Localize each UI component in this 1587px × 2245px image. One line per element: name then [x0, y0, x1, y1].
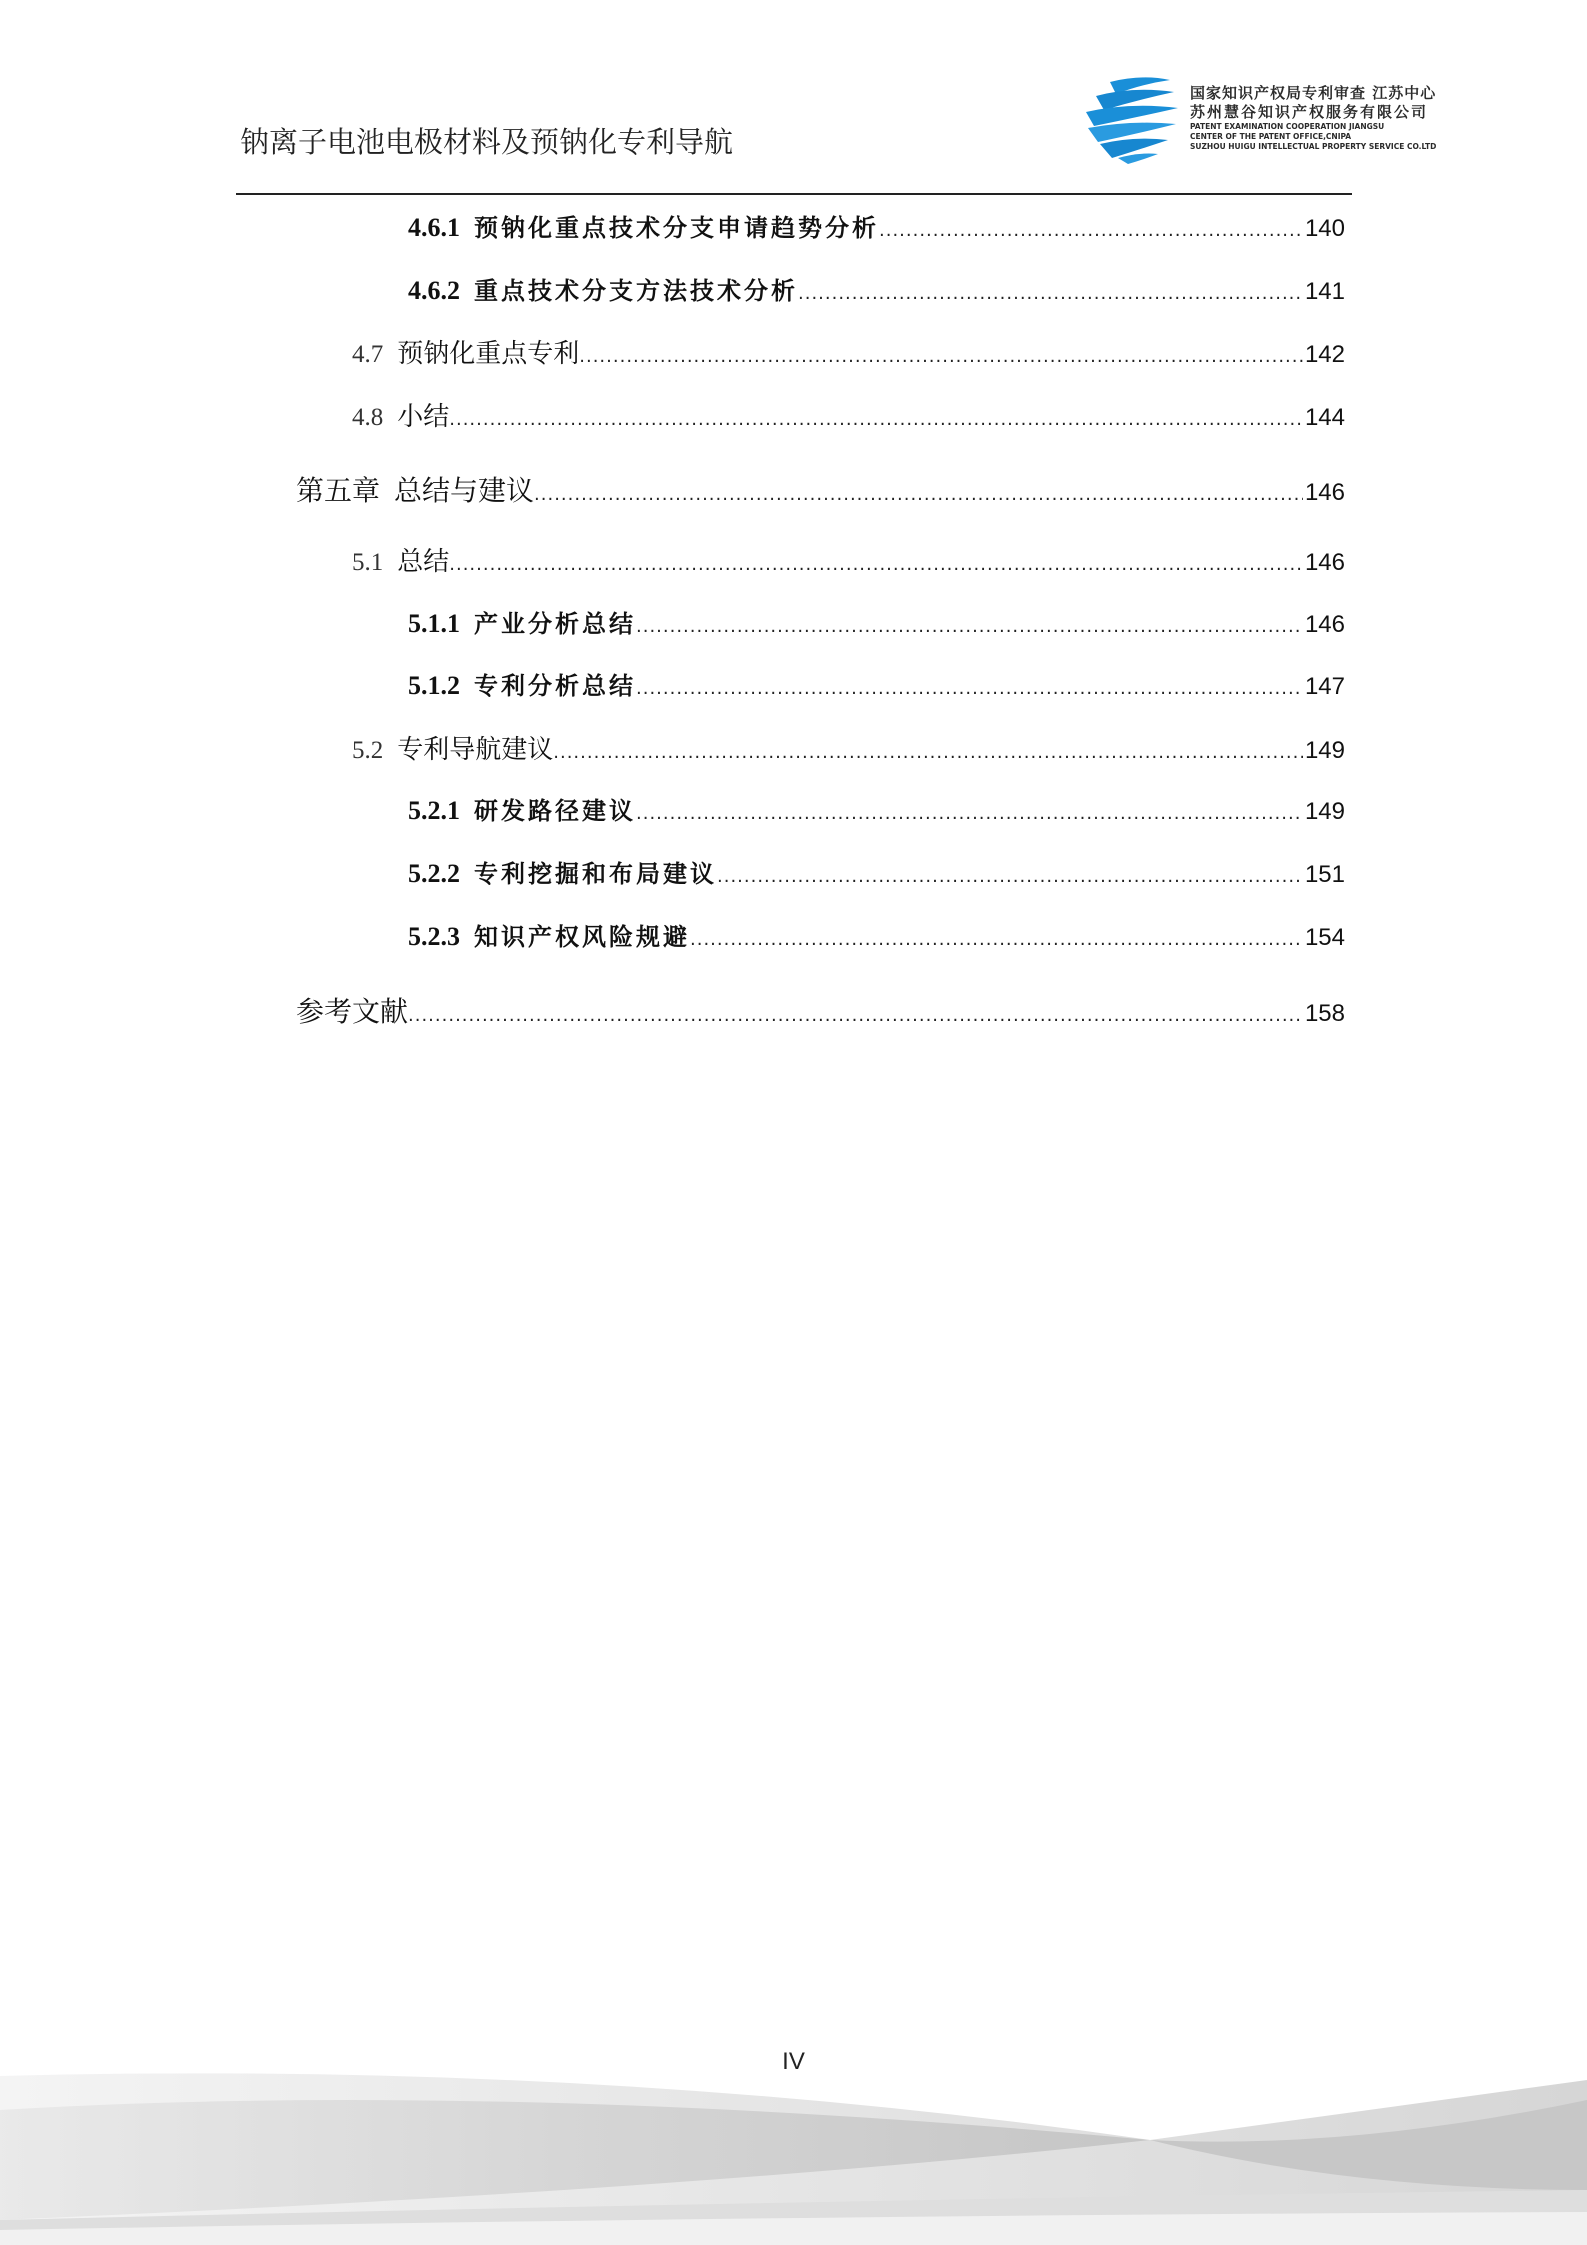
toc-entry-title: 预钠化重点专利	[397, 339, 580, 369]
toc-entry-5-1-1[interactable]	[408, 604, 1345, 639]
toc-entry-4-6-1[interactable]	[408, 208, 1345, 243]
header-divider	[236, 193, 1352, 195]
toc-entry-page: 158	[1304, 1000, 1345, 1027]
toc-entry-page: 146	[1304, 479, 1345, 506]
toc-entry-title: 产业分析总结	[474, 609, 636, 638]
toc-entry-references[interactable]	[296, 990, 1345, 1030]
toc-entry-number: 5.2.3	[408, 922, 460, 951]
toc-entry-page: 149	[1304, 737, 1345, 764]
page-number: IV	[782, 2048, 805, 2075]
toc-entry-5-2[interactable]	[352, 729, 1345, 766]
toc-leader-dots	[636, 803, 1303, 824]
toc-entry-title: 总结	[397, 547, 450, 577]
toc-entry-number: 5.1.2	[408, 671, 460, 700]
toc-entry-number: 4.7	[352, 341, 384, 368]
toc-entry-number: 4.6.1	[408, 213, 460, 242]
toc-entry-number: 4.8	[352, 404, 384, 431]
toc-entry-number: 5.2.2	[408, 859, 460, 888]
toc-entry-number: 4.6.2	[408, 276, 460, 305]
toc-entry-page: 141	[1304, 278, 1345, 305]
toc-entry-title: 参考文献	[296, 995, 409, 1028]
toc-entry-page: 151	[1304, 861, 1345, 888]
toc-entry-page: 154	[1304, 924, 1345, 951]
toc-entry-title: 专利挖掘和布局建议	[474, 859, 717, 888]
toc-leader-dots	[636, 678, 1303, 699]
toc-entry-number: 5.1	[352, 549, 384, 576]
toc-leader-dots	[408, 1005, 1303, 1026]
toc-entry-page: 146	[1304, 611, 1345, 638]
logo-en-line1: PATENT EXAMINATION COOPERATION JIANGSU	[1190, 122, 1385, 131]
toc-entry-4-6-2[interactable]	[408, 271, 1345, 306]
toc-leader-dots	[879, 220, 1303, 241]
wave-logo-icon	[1082, 74, 1182, 164]
toc-leader-dots	[449, 409, 1303, 430]
toc-entry-page: 142	[1304, 341, 1345, 368]
header-title: 钠离子电池电极材料及预钠化专利导航	[240, 125, 734, 159]
logo-cn-line2: 苏州慧谷知识产权服务有限公司	[1190, 103, 1429, 121]
toc-leader-dots	[553, 742, 1303, 763]
toc-entry-title: 专利导航建议	[397, 735, 554, 765]
toc-leader-dots	[534, 484, 1303, 505]
toc-entry-title: 重点技术分支方法技术分析	[474, 276, 798, 305]
toc-entry-page: 146	[1304, 549, 1345, 576]
toc-entry-page: 149	[1304, 798, 1345, 825]
toc-entry-page: 140	[1304, 215, 1345, 242]
toc-entry-5-1-2[interactable]	[408, 666, 1345, 701]
toc-entry-number: 5.2.1	[408, 796, 460, 825]
toc-entry-page: 144	[1304, 404, 1345, 431]
toc-entry-5-1[interactable]	[352, 541, 1345, 578]
logo-en-line2: CENTER OF THE PATENT OFFICE,CNIPA	[1190, 132, 1352, 141]
toc-leader-dots	[717, 866, 1303, 887]
toc-entry-5-2-3[interactable]	[408, 917, 1345, 952]
toc-leader-dots	[636, 616, 1303, 637]
organization-logo	[1082, 74, 1452, 164]
toc-entry-number: 5.2	[352, 737, 384, 764]
toc-leader-dots	[579, 346, 1303, 367]
toc-leader-dots	[798, 283, 1303, 304]
toc-entry-number: 5.1.1	[408, 609, 460, 638]
toc-entry-title: 研发路径建议	[474, 796, 636, 825]
toc-entry-title: 专利分析总结	[474, 671, 636, 700]
toc-entry-page: 147	[1304, 673, 1345, 700]
toc-entry-title: 小结	[397, 402, 450, 432]
toc-entry-chapter-5[interactable]	[296, 469, 1345, 509]
toc-leader-dots	[690, 929, 1303, 950]
toc-entry-5-2-2[interactable]	[408, 854, 1345, 889]
toc-entry-number: 第五章	[296, 474, 381, 507]
logo-en-line3: SUZHOU HUIGU INTELLECTUAL PROPERTY SERVICE CO.LTD	[1190, 142, 1437, 151]
logo-cn-line1: 国家知识产权局专利审查 江苏中心	[1190, 84, 1437, 102]
toc-entry-title: 预钠化重点技术分支申请趋势分析	[474, 213, 879, 242]
toc-entry-title: 总结与建议	[394, 474, 535, 507]
toc-entry-5-2-1[interactable]	[408, 791, 1345, 826]
toc-entry-title: 知识产权风险规避	[474, 922, 690, 951]
toc-entry-4-7[interactable]	[352, 333, 1345, 370]
toc-leader-dots	[449, 554, 1303, 575]
toc-entry-4-8[interactable]	[352, 396, 1345, 433]
